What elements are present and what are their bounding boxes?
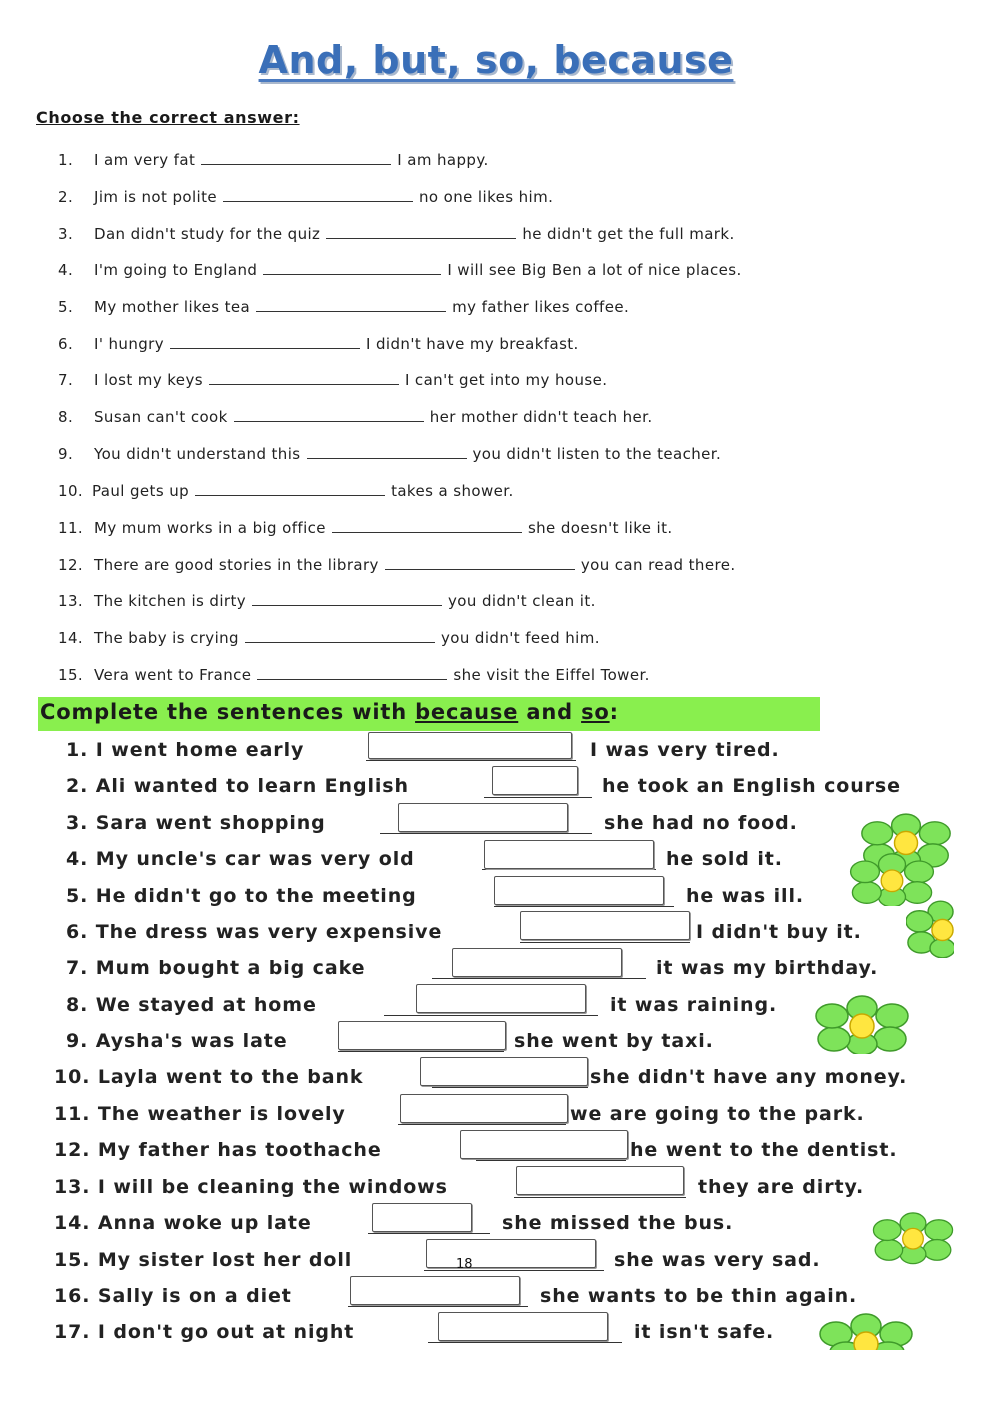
answer-box[interactable] — [350, 1276, 520, 1305]
list-item-ending: they are dirty. — [698, 1176, 865, 1198]
list-item: 6. The dress was very expensive — [66, 921, 443, 943]
list-item: 8. We stayed at home — [66, 994, 317, 1016]
answer-underline — [398, 1124, 566, 1125]
answer-blank[interactable] — [223, 188, 413, 202]
answer-box[interactable] — [438, 1312, 608, 1341]
list-item: 13. I will be cleaning the windows — [54, 1176, 448, 1198]
answer-underline — [432, 978, 646, 979]
answer-box[interactable] — [516, 1166, 684, 1195]
answer-blank[interactable] — [195, 482, 385, 496]
list-item-ending: it was my birthday. — [656, 957, 879, 979]
list-item: 5. He didn't go to the meeting — [66, 885, 417, 907]
list-item: 7. Mum bought a big cake — [66, 957, 366, 979]
section2-instruction: Complete the sentences with because and so: — [40, 700, 619, 724]
list-item: 2. Ali wanted to learn English — [66, 775, 409, 797]
answer-underline — [484, 797, 592, 798]
answer-underline — [384, 1015, 598, 1016]
list-item: 2. Jim is not polite no one likes him. — [58, 188, 554, 206]
answer-underline — [348, 1306, 528, 1307]
list-item: 10. Paul gets up takes a shower. — [58, 482, 514, 500]
list-item-ending: she wants to be thin again. — [540, 1285, 858, 1307]
list-item-ending: she didn't have any money. — [590, 1066, 908, 1088]
page-number: 18 — [456, 1257, 473, 1272]
answer-underline — [428, 1342, 622, 1343]
list-item: 6. I' hungry I didn't have my breakfast. — [58, 335, 579, 353]
answer-box[interactable] — [368, 732, 572, 759]
answer-box[interactable] — [372, 1203, 472, 1232]
answer-blank[interactable] — [209, 371, 399, 385]
list-item: 9. Aysha's was late — [66, 1030, 288, 1052]
list-item: 14. Anna woke up late — [54, 1212, 312, 1234]
answer-box[interactable] — [520, 911, 690, 940]
answer-box[interactable] — [492, 766, 578, 795]
section1-instruction: Choose the correct answer: — [36, 108, 300, 127]
answer-underline — [482, 869, 656, 870]
answer-blank[interactable] — [332, 519, 522, 533]
list-item: 11. The weather is lovely — [54, 1103, 346, 1125]
list-item: 7. I lost my keys I can't get into my house. — [58, 371, 608, 389]
answer-blank[interactable] — [263, 261, 441, 275]
answer-box[interactable] — [460, 1130, 628, 1159]
list-item: 15. Vera went to France she visit the Eiffel Tower. — [58, 666, 650, 684]
list-item: 5. My mother likes tea my father likes coffee. — [58, 298, 630, 316]
answer-underline — [514, 1197, 686, 1198]
answer-blank[interactable] — [257, 666, 447, 680]
flower-icon — [870, 1206, 956, 1268]
list-item-ending: she missed the bus. — [502, 1212, 734, 1234]
page-title: And, but, so, because — [258, 38, 734, 82]
answer-underline — [380, 833, 592, 834]
flower-icon — [906, 900, 954, 958]
answer-box[interactable] — [398, 803, 568, 832]
list-item: 16. Sally is on a diet — [54, 1285, 292, 1307]
list-item: 9. You didn't understand this you didn't listen to the teacher. — [58, 445, 722, 463]
answer-underline — [338, 1051, 504, 1052]
answer-underline — [432, 1087, 588, 1088]
list-item: 15. My sister lost her doll — [54, 1249, 353, 1271]
answer-blank[interactable] — [326, 225, 516, 239]
answer-blank[interactable] — [201, 151, 391, 165]
list-item: 8. Susan can't cook her mother didn't teach her. — [58, 408, 653, 426]
list-item: 13. The kitchen is dirty you didn't clean it. — [58, 592, 596, 610]
list-item: 1. I am very fat I am happy. — [58, 151, 489, 169]
answer-blank[interactable] — [385, 556, 575, 570]
list-item: 14. The baby is crying you didn't feed him. — [58, 629, 600, 647]
answer-underline — [494, 906, 674, 907]
answer-underline — [520, 942, 690, 943]
answer-blank[interactable] — [245, 629, 435, 643]
answer-box[interactable] — [426, 1239, 596, 1268]
answer-box[interactable] — [416, 984, 586, 1013]
answer-underline — [368, 1233, 490, 1234]
list-item: 10. Layla went to the bank — [54, 1066, 364, 1088]
answer-blank[interactable] — [170, 335, 360, 349]
answer-box[interactable] — [400, 1094, 568, 1123]
list-item-ending: I was very tired. — [590, 739, 780, 761]
list-item: 3. Dan didn't study for the quiz he didn't get the full mark. — [58, 225, 735, 243]
answer-box[interactable] — [494, 876, 664, 905]
list-item: 1. I went home early — [66, 739, 305, 761]
answer-box[interactable] — [338, 1021, 506, 1050]
list-item-ending: it was raining. — [610, 994, 778, 1016]
list-item-ending: I didn't buy it. — [696, 921, 862, 943]
answer-box[interactable] — [420, 1057, 588, 1086]
flower-icon — [816, 1312, 916, 1350]
flower-icon — [846, 852, 938, 906]
flower-icon — [812, 994, 912, 1054]
answer-blank[interactable] — [307, 445, 467, 459]
answer-underline — [476, 1160, 626, 1161]
list-item-ending: it isn't safe. — [634, 1321, 775, 1343]
answer-blank[interactable] — [252, 592, 442, 606]
list-item-ending: we are going to the park. — [570, 1103, 865, 1125]
list-item-ending: she had no food. — [604, 812, 798, 834]
list-item-ending: he sold it. — [666, 848, 783, 870]
list-item: 4. I'm going to England I will see Big Ben a lot of nice places. — [58, 261, 742, 279]
answer-blank[interactable] — [256, 298, 446, 312]
list-item: 11. My mum works in a big office she doesn't like it. — [58, 519, 673, 537]
answer-blank[interactable] — [234, 408, 424, 422]
list-item: 12. There are good stories in the library you can read there. — [58, 556, 736, 574]
answer-underline — [366, 760, 576, 761]
answer-box[interactable] — [484, 840, 654, 869]
list-item: 17. I don't go out at night — [54, 1321, 355, 1343]
list-item-ending: he went to the dentist. — [630, 1139, 898, 1161]
list-item: 12. My father has toothache — [54, 1139, 382, 1161]
list-item-ending: she went by taxi. — [514, 1030, 714, 1052]
list-item-ending: she was very sad. — [614, 1249, 821, 1271]
list-item-ending: he was ill. — [686, 885, 804, 907]
list-item: 3. Sara went shopping — [66, 812, 326, 834]
list-item-ending: he took an English course — [602, 775, 901, 797]
list-item: 4. My uncle's car was very old — [66, 848, 415, 870]
answer-underline — [424, 1270, 604, 1271]
answer-box[interactable] — [452, 948, 622, 977]
